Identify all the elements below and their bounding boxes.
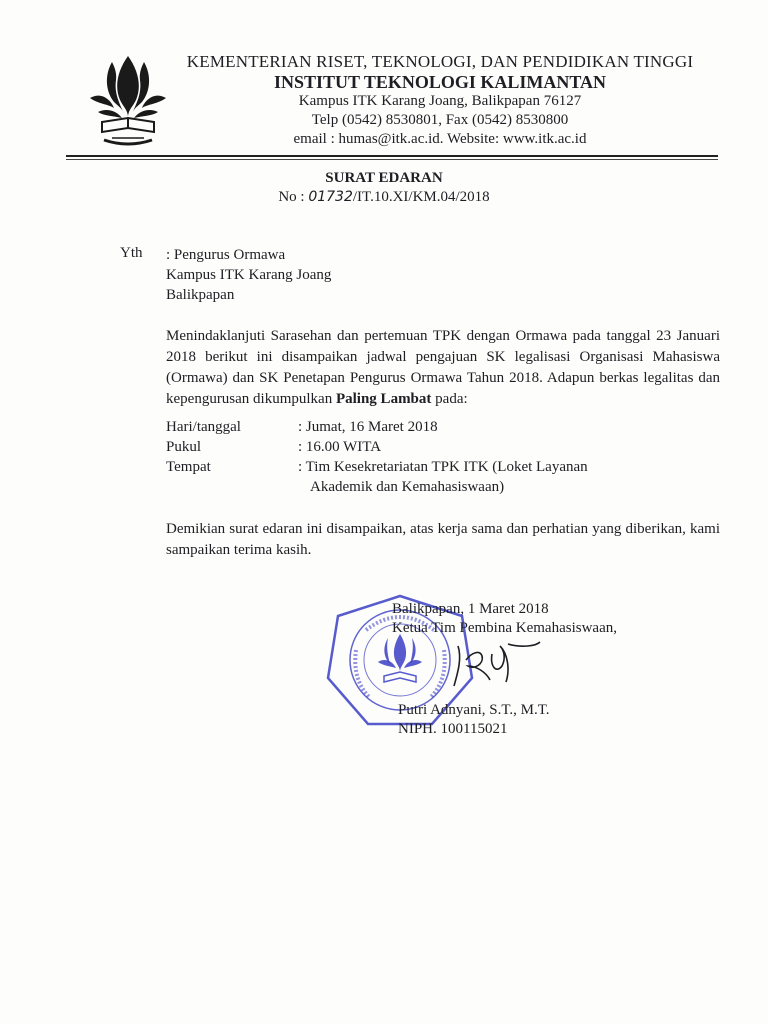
paragraph-1-end: pada: — [435, 391, 468, 407]
recipient-block — [166, 245, 331, 305]
letterhead — [160, 52, 720, 149]
institution-name: INSTITUT TEKNOLOGI KALIMANTAN — [273, 72, 607, 92]
signature-place-date: Balikpapan, 1 Maret 2018 — [392, 601, 549, 617]
schedule-place-continuation: Akademik dan Kemahasiswaan) — [310, 479, 505, 495]
recipient-line-3: Balikpapan — [166, 287, 235, 303]
institution-contact: email : humas@itk.ac.id. Website: www.itk.ac.id — [293, 131, 587, 147]
signatory-name: Putri Adnyani, S.T., M.T. — [398, 702, 550, 718]
signatory-nip: NIPH. 100115021 — [398, 721, 508, 737]
signature-position: Ketua Tim Pembina Kemahasiswaan, — [392, 620, 617, 636]
letter-number-suffix: /IT.10.XI/KM.04/2018 — [352, 189, 490, 205]
letter-title: SURAT EDARAN — [325, 170, 443, 186]
letterhead-divider — [66, 155, 718, 157]
paragraph-1-text: Menindaklanjuti Sarasehan dan pertemuan TPK dengan Ormawa pada tanggal 23 Januari 2018 berikut ini disampaikan jadwal pengajuan SK legalisasi Organisasi Mahasiswa (Ormawa) dan SK Penetapan Pengurus Ormawa Tahun 2018. Adapun berkas legalitas dan kepengurusan dikumpulkan — [166, 328, 720, 407]
recipient-line-1: Pengurus Ormawa — [173, 247, 286, 263]
itk-logo — [84, 48, 172, 152]
letter-number-prefix: No : — [278, 189, 305, 205]
schedule-label: Pukul — [166, 439, 202, 455]
schedule-label: Tempat — [166, 459, 211, 475]
recipient-label: Yth — [120, 245, 143, 261]
handwritten-signature — [452, 636, 542, 692]
paragraph-1-bold: Paling Lambat — [335, 391, 432, 407]
letter-number-handwritten: 01732 — [308, 189, 353, 205]
body-closing: Demikian surat edaran ini disampaikan, atas kerja sama dan perhatian yang diberikan, kami sampaikan terima kasih. — [166, 521, 720, 558]
recipient-colon: : — [166, 247, 171, 263]
schedule-value: : Jumat, 16 Maret 2018 — [298, 419, 438, 435]
ministry-name: KEMENTERIAN RISET, TEKNOLOGI, DAN PENDIDIKAN TINGGI — [186, 52, 694, 71]
institution-address: Kampus ITK Karang Joang, Balikpapan 76127 — [298, 93, 582, 109]
recipient-line-2: Kampus ITK Karang Joang — [166, 267, 332, 283]
letter-number — [0, 189, 768, 206]
institution-phone: Telp (0542) 8530801, Fax (0542) 8530800 — [311, 112, 569, 128]
schedule-value: : Tim Kesekretariatan TPK ITK (Loket Layanan — [298, 459, 588, 475]
schedule-label: Hari/tanggal — [166, 419, 241, 435]
schedule-value: : 16.00 WITA — [298, 439, 382, 455]
body-paragraph-1 — [166, 326, 720, 410]
letterhead-divider-thin — [66, 159, 718, 160]
